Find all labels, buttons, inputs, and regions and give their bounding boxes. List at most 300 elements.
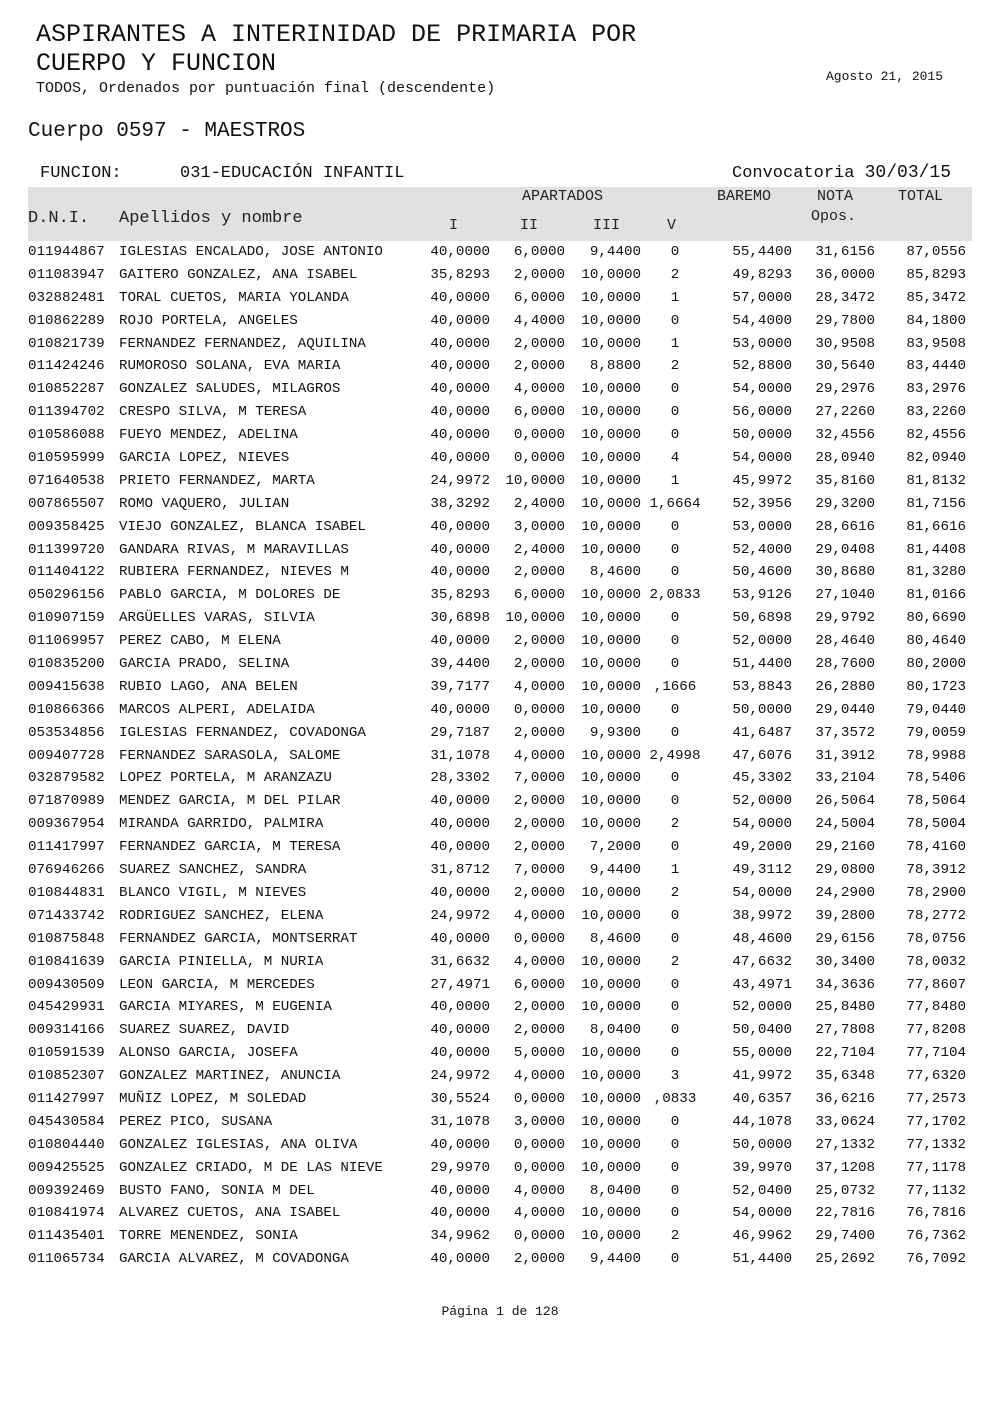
nota-opos-cell: 33,2104 (815, 770, 875, 787)
nota-opos-cell: 37,3572 (815, 724, 875, 741)
dni-cell: 007865507 (28, 495, 105, 512)
baremo-cell: 52,4000 (732, 541, 792, 558)
total-cell: 84,1800 (906, 312, 966, 329)
nota-opos-cell: 29,0408 (815, 541, 875, 558)
total-cell: 77,1332 (906, 1136, 966, 1153)
name-cell: CRESPO SILVA, M TERESA (119, 404, 307, 421)
apartado-ii-cell: 0,0000 (513, 1159, 565, 1176)
apartado-v-cell: 0 (670, 907, 680, 924)
baremo-cell: 44,1078 (732, 1113, 792, 1130)
apartado-ii-cell: 7,0000 (513, 770, 565, 787)
baremo-cell: 45,9972 (732, 472, 792, 489)
dni-cell: 009314166 (28, 1022, 105, 1039)
apartado-iii-cell: 9,4400 (589, 244, 641, 260)
apartado-i-cell: 40,0000 (430, 1022, 490, 1039)
apartado-i-cell: 24,9972 (430, 472, 490, 489)
apartado-ii-cell: 2,0000 (513, 884, 565, 901)
name-cell: MENDEZ GARCIA, M DEL PILAR (119, 793, 341, 810)
dni-cell: 009425525 (28, 1159, 105, 1176)
total-cell: 83,2260 (906, 404, 966, 421)
baremo-cell: 52,0000 (732, 633, 792, 650)
apartado-ii-cell: 2,0000 (513, 656, 565, 673)
name-cell: RODRIGUEZ SANCHEZ, ELENA (119, 907, 324, 924)
apartado-v-cell: 1 (670, 472, 680, 489)
apartado-v-cell: 0 (670, 770, 680, 787)
total-cell: 78,5004 (906, 816, 966, 833)
apartado-ii-cell: 6,0000 (513, 587, 565, 604)
name-cell: ARGÜELLES VARAS, SILVIA (119, 610, 315, 627)
dni-cell: 010875848 (28, 930, 105, 947)
apartado-ii-cell: 4,0000 (513, 1068, 565, 1085)
apartado-i-cell: 39,7177 (430, 678, 490, 695)
apartado-v-cell: 2 (670, 358, 680, 375)
apartado-iii-cell: 10,0000 (581, 472, 641, 489)
table-row (0, 745, 1000, 768)
dni-cell: 010595999 (28, 450, 105, 467)
table-row (0, 974, 1000, 997)
nota-opos-cell: 35,6348 (815, 1068, 875, 1085)
apartado-ii-cell: 4,0000 (513, 678, 565, 695)
apartado-i-cell: 40,0000 (430, 930, 490, 947)
total-cell: 77,6320 (906, 1068, 966, 1085)
apartado-iii-cell: 10,0000 (581, 266, 641, 283)
apartado-v-cell: 1 (670, 289, 680, 306)
baremo-cell: 54,0000 (732, 816, 792, 833)
apartado-iii-cell: 10,0000 (581, 656, 641, 673)
nota-opos-cell: 30,8680 (815, 564, 875, 581)
apartado-ii-cell: 7,0000 (513, 862, 565, 879)
apartado-ii-cell: 4,0000 (513, 381, 565, 398)
baremo-cell: 50,0000 (732, 1136, 792, 1153)
total-cell: 79,0440 (906, 701, 966, 718)
table-row (0, 539, 1000, 562)
apartado-iii-cell: 10,0000 (581, 816, 641, 833)
apartado-v-cell: 0 (670, 1251, 680, 1268)
dni-cell: 071433742 (28, 907, 105, 924)
table-row (0, 1248, 1000, 1271)
apartado-ii-cell: 6,0000 (513, 976, 565, 993)
total-cell: 78,0032 (906, 953, 966, 970)
apartado-iii-cell: 10,0000 (581, 1090, 641, 1107)
name-cell: GARCIA ALVAREZ, M COVADONGA (119, 1251, 349, 1268)
name-cell: LOPEZ PORTELA, M ARANZAZU (119, 770, 332, 787)
baremo-cell: 54,0000 (732, 884, 792, 901)
apartado-i-cell: 40,0000 (430, 427, 490, 444)
table-row (0, 378, 1000, 401)
apartado-iii-cell: 10,0000 (581, 541, 641, 558)
apartado-ii-cell: 5,0000 (513, 1045, 565, 1062)
apartado-i-cell: 31,6632 (430, 953, 490, 970)
dni-cell: 011944867 (28, 244, 105, 260)
name-cell: GARCIA MIYARES, M EUGENIA (119, 999, 332, 1016)
apartado-v-cell: 0 (670, 724, 680, 741)
nota-opos-cell: 29,0440 (815, 701, 875, 718)
apartado-v-cell: 4 (670, 450, 680, 467)
table-row (0, 790, 1000, 813)
nota-opos-cell: 24,2900 (815, 884, 875, 901)
apartado-i-cell: 24,9972 (430, 1068, 490, 1085)
page-number: Página 1 de 128 (441, 1304, 559, 1319)
dni-cell: 053534856 (28, 724, 105, 741)
apartado-iii-cell: 10,0000 (581, 289, 641, 306)
dni-cell: 011427997 (28, 1090, 105, 1107)
apartado-iii-cell: 10,0000 (581, 678, 641, 695)
dni-cell: 071870989 (28, 793, 105, 810)
nota-opos-cell: 30,9508 (815, 335, 875, 352)
dni-cell: 011435401 (28, 1228, 105, 1245)
apartado-v-cell: 0 (670, 633, 680, 650)
nota-opos-cell: 30,3400 (815, 953, 875, 970)
baremo-cell: 50,4600 (732, 564, 792, 581)
apartado-v-cell: 0 (670, 541, 680, 558)
dni-cell: 010804440 (28, 1136, 105, 1153)
dni-cell: 009407728 (28, 747, 105, 764)
apartado-iii-cell: 10,0000 (581, 610, 641, 627)
apartado-v-cell: 0 (670, 930, 680, 947)
name-cell: RUMOROSO SOLANA, EVA MARIA (119, 358, 341, 375)
apartado-i-cell: 40,0000 (430, 1205, 490, 1222)
apartado-v-cell: 0 (670, 1205, 680, 1222)
baremo-cell: 49,3112 (732, 862, 792, 879)
apartado-iii-cell: 10,0000 (581, 770, 641, 787)
nota-opos-cell: 27,1040 (815, 587, 875, 604)
cuerpo-heading: Cuerpo 0597 - MAESTROS (28, 120, 306, 143)
baremo-cell: 46,9962 (732, 1228, 792, 1245)
total-cell: 78,2900 (906, 884, 966, 901)
baremo-cell: 52,0000 (732, 793, 792, 810)
apartado-iii-cell: 10,0000 (581, 450, 641, 467)
apartado-i-cell: 40,0000 (430, 541, 490, 558)
nota-opos-cell: 27,7808 (815, 1022, 875, 1039)
apartado-v-cell: 0 (670, 793, 680, 810)
table-row (0, 1202, 1000, 1225)
apartado-i-cell: 40,0000 (430, 884, 490, 901)
apartado-ii-cell: 2,0000 (513, 839, 565, 856)
apartado-v-cell: 0 (670, 244, 680, 260)
dni-cell: 010591539 (28, 1045, 105, 1062)
name-cell: MIRANDA GARRIDO, PALMIRA (119, 816, 324, 833)
apartado-iii-cell: 9,4400 (589, 1251, 641, 1268)
apartado-i-cell: 40,0000 (430, 816, 490, 833)
total-cell: 78,5064 (906, 793, 966, 810)
table-body (0, 241, 1000, 1271)
nota-opos-cell: 39,2800 (815, 907, 875, 924)
dni-cell: 010586088 (28, 427, 105, 444)
apartado-ii-cell: 2,0000 (513, 999, 565, 1016)
apartado-ii-cell: 2,0000 (513, 1022, 565, 1039)
table-row (0, 1225, 1000, 1248)
name-cell: FERNANDEZ SARASOLA, SALOME (119, 747, 341, 764)
apartado-v-cell: 0 (670, 1182, 680, 1199)
total-cell: 77,8607 (906, 976, 966, 993)
apartado-i-cell: 40,0000 (430, 564, 490, 581)
name-cell: PEREZ CABO, M ELENA (119, 633, 281, 650)
baremo-cell: 49,2000 (732, 839, 792, 856)
apartado-iii-cell: 10,0000 (581, 884, 641, 901)
name-cell: MUÑIZ LOPEZ, M SOLEDAD (119, 1090, 307, 1107)
nota-opos-cell: 26,5064 (815, 793, 875, 810)
apartado-i-cell: 40,0000 (430, 381, 490, 398)
baremo-cell: 54,0000 (732, 381, 792, 398)
total-cell: 81,4408 (906, 541, 966, 558)
baremo-cell: 51,4400 (732, 1251, 792, 1268)
apartado-ii-cell: 4,0000 (513, 953, 565, 970)
apartado-ii-cell: 0,0000 (513, 1136, 565, 1153)
name-cell: GARCIA PINIELLA, M NURIA (119, 953, 324, 970)
apartado-iii-cell: 9,9300 (589, 724, 641, 741)
nota-opos-cell: 28,6616 (815, 518, 875, 535)
apartado-iii-cell: 10,0000 (581, 312, 641, 329)
dni-cell: 010841639 (28, 953, 105, 970)
name-cell: GAITERO GONZALEZ, ANA ISABEL (119, 266, 358, 283)
nota-opos-cell: 25,0732 (815, 1182, 875, 1199)
report-subtitle: TODOS, Ordenados por puntuación final (descendente) (36, 80, 496, 97)
apartado-v-cell: 0 (670, 1045, 680, 1062)
apartado-i-cell: 40,0000 (430, 518, 490, 535)
table-row (0, 424, 1000, 447)
apartado-v-cell: ,1666 (653, 678, 697, 695)
nota-opos-cell: 28,7600 (815, 656, 875, 673)
baremo-cell: 52,3956 (732, 495, 792, 512)
apartado-iii-cell: 10,0000 (581, 1136, 641, 1153)
nota-opos-cell: 32,4556 (815, 427, 875, 444)
total-cell: 87,0556 (906, 244, 966, 260)
dni-cell: 011399720 (28, 541, 105, 558)
total-cell: 80,4640 (906, 633, 966, 650)
baremo-cell: 54,4000 (732, 312, 792, 329)
apartado-i-cell: 27,4971 (430, 976, 490, 993)
table-row (0, 699, 1000, 722)
name-cell: RUBIERA FERNANDEZ, NIEVES M (119, 564, 349, 581)
baremo-cell: 54,0000 (732, 1205, 792, 1222)
apartado-iii-cell: 10,0000 (581, 633, 641, 650)
nota-opos-cell: 33,0624 (815, 1113, 875, 1130)
header-nota: NOTA (817, 188, 854, 205)
apartado-v-cell: 2 (670, 884, 680, 901)
nota-opos-cell: 29,9792 (815, 610, 875, 627)
total-cell: 77,7104 (906, 1045, 966, 1062)
dni-cell: 011394702 (28, 404, 105, 421)
total-cell: 79,0059 (906, 724, 966, 741)
apartado-v-cell: 0 (670, 564, 680, 581)
nota-opos-cell: 31,6156 (815, 244, 875, 260)
apartado-ii-cell: 4,0000 (513, 1205, 565, 1222)
nota-opos-cell: 36,6216 (815, 1090, 875, 1107)
table-row (0, 1134, 1000, 1157)
nota-opos-cell: 28,3472 (815, 289, 875, 306)
apartado-i-cell: 35,8293 (430, 266, 490, 283)
convocatoria (732, 163, 951, 183)
apartado-i-cell: 38,3292 (430, 495, 490, 512)
apartado-iii-cell: 7,2000 (589, 839, 641, 856)
funcion-value: 031-EDUCACIÓN INFANTIL (180, 164, 405, 183)
table-row (0, 493, 1000, 516)
name-cell: PRIETO FERNANDEZ, MARTA (119, 472, 315, 489)
name-cell: VIEJO GONZALEZ, BLANCA ISABEL (119, 518, 366, 535)
apartado-i-cell: 40,0000 (430, 312, 490, 329)
dni-cell: 010835200 (28, 656, 105, 673)
total-cell: 76,7816 (906, 1205, 966, 1222)
apartado-iii-cell: 10,0000 (581, 427, 641, 444)
nota-opos-cell: 22,7816 (815, 1205, 875, 1222)
apartado-i-cell: 40,0000 (430, 1182, 490, 1199)
apartado-v-cell: 0 (670, 656, 680, 673)
apartado-i-cell: 40,0000 (430, 335, 490, 352)
table-row (0, 241, 1000, 264)
apartado-iii-cell: 10,0000 (581, 518, 641, 535)
nota-opos-cell: 29,6156 (815, 930, 875, 947)
total-cell: 77,1178 (906, 1159, 966, 1176)
total-cell: 76,7362 (906, 1228, 966, 1245)
dni-cell: 010852307 (28, 1068, 105, 1085)
name-cell: PEREZ PICO, SUSANA (119, 1113, 273, 1130)
apartado-v-cell: 1,6664 (649, 495, 701, 512)
apartado-i-cell: 28,3302 (430, 770, 490, 787)
table-row (0, 630, 1000, 653)
total-cell: 78,5406 (906, 770, 966, 787)
dni-cell: 011417997 (28, 839, 105, 856)
dni-cell: 011404122 (28, 564, 105, 581)
table-row (0, 333, 1000, 356)
table-row (0, 470, 1000, 493)
apartado-iii-cell: 10,0000 (581, 1205, 641, 1222)
apartado-i-cell: 40,0000 (430, 793, 490, 810)
apartado-ii-cell: 0,0000 (513, 701, 565, 718)
total-cell: 78,0756 (906, 930, 966, 947)
total-cell: 83,9508 (906, 335, 966, 352)
total-cell: 77,8208 (906, 1022, 966, 1039)
table-row (0, 1180, 1000, 1203)
apartado-v-cell: 2 (670, 953, 680, 970)
apartado-i-cell: 40,0000 (430, 701, 490, 718)
apartado-i-cell: 40,0000 (430, 404, 490, 421)
dni-cell: 011424246 (28, 358, 105, 375)
apartado-ii-cell: 2,0000 (513, 793, 565, 810)
baremo-cell: 39,9970 (732, 1159, 792, 1176)
apartado-v-cell: 0 (670, 976, 680, 993)
baremo-cell: 47,6632 (732, 953, 792, 970)
apartado-i-cell: 29,7187 (430, 724, 490, 741)
baremo-cell: 53,0000 (732, 335, 792, 352)
apartado-iii-cell: 10,0000 (581, 404, 641, 421)
baremo-cell: 47,6076 (732, 747, 792, 764)
nota-opos-cell: 36,0000 (815, 266, 875, 283)
nota-opos-cell: 29,3200 (815, 495, 875, 512)
table-row (0, 561, 1000, 584)
name-cell: LEON GARCIA, M MERCEDES (119, 976, 315, 993)
apartado-i-cell: 40,0000 (430, 450, 490, 467)
baremo-cell: 40,6357 (732, 1090, 792, 1107)
name-cell: MARCOS ALPERI, ADELAIDA (119, 701, 315, 718)
total-cell: 77,1702 (906, 1113, 966, 1130)
name-cell: GONZALEZ MARTINEZ, ANUNCIA (119, 1068, 341, 1085)
baremo-cell: 54,0000 (732, 450, 792, 467)
dni-cell: 009367954 (28, 816, 105, 833)
total-cell: 77,8480 (906, 999, 966, 1016)
apartado-i-cell: 30,6898 (430, 610, 490, 627)
table-row (0, 1157, 1000, 1180)
header-total: TOTAL (898, 188, 944, 205)
table-row (0, 1088, 1000, 1111)
dni-cell: 011065734 (28, 1251, 105, 1268)
apartado-i-cell: 24,9972 (430, 907, 490, 924)
apartado-iii-cell: 10,0000 (581, 953, 641, 970)
baremo-cell: 43,4971 (732, 976, 792, 993)
name-cell: ROMO VAQUERO, JULIAN (119, 495, 290, 512)
total-cell: 81,8132 (906, 472, 966, 489)
apartado-i-cell: 34,9962 (430, 1228, 490, 1245)
apartado-i-cell: 40,0000 (430, 633, 490, 650)
dni-cell: 050296156 (28, 587, 105, 604)
convocatoria-date: 30/03/15 (864, 163, 952, 183)
total-cell: 77,1132 (906, 1182, 966, 1199)
baremo-cell: 55,0000 (732, 1045, 792, 1062)
apartado-ii-cell: 0,0000 (513, 930, 565, 947)
nota-opos-cell: 34,3636 (815, 976, 875, 993)
apartado-i-cell: 29,9970 (430, 1159, 490, 1176)
apartado-v-cell: ,0833 (653, 1090, 697, 1107)
apartado-v-cell: 0 (670, 610, 680, 627)
apartado-ii-cell: 2,0000 (513, 633, 565, 650)
apartado-v-cell: 0 (670, 1022, 680, 1039)
apartado-iii-cell: 8,8800 (589, 358, 641, 375)
apartado-iii-cell: 10,0000 (581, 1068, 641, 1085)
dni-cell: 009415638 (28, 678, 105, 695)
apartado-iii-cell: 10,0000 (581, 1228, 641, 1245)
baremo-cell: 41,9972 (732, 1068, 792, 1085)
table-row (0, 951, 1000, 974)
table-row (0, 401, 1000, 424)
baremo-cell: 48,4600 (732, 930, 792, 947)
nota-opos-cell: 26,2880 (815, 678, 875, 695)
nota-opos-cell: 25,8480 (815, 999, 875, 1016)
baremo-cell: 53,9126 (732, 587, 792, 604)
name-cell: RUBIO LAGO, ANA BELEN (119, 678, 298, 695)
name-cell: GARCIA LOPEZ, NIEVES (119, 450, 290, 467)
dni-cell: 076946266 (28, 862, 105, 879)
baremo-cell: 45,3302 (732, 770, 792, 787)
baremo-cell: 52,0000 (732, 999, 792, 1016)
total-cell: 78,4160 (906, 839, 966, 856)
apartado-ii-cell: 2,4000 (513, 541, 565, 558)
total-cell: 80,2000 (906, 656, 966, 673)
apartado-ii-cell: 6,0000 (513, 289, 565, 306)
name-cell: GONZALEZ IGLESIAS, ANA OLIVA (119, 1136, 358, 1153)
apartado-i-cell: 40,0000 (430, 358, 490, 375)
header-name: Apellidos y nombre (119, 209, 303, 228)
apartado-i-cell: 40,0000 (430, 1045, 490, 1062)
apartado-v-cell: 3 (670, 1068, 680, 1085)
baremo-cell: 38,9972 (732, 907, 792, 924)
name-cell: GARCIA PRADO, SELINA (119, 656, 290, 673)
apartado-ii-cell: 10,0000 (505, 472, 565, 489)
header-ii: II (520, 217, 539, 234)
apartado-iii-cell: 8,0400 (589, 1022, 641, 1039)
dni-cell: 010821739 (28, 335, 105, 352)
apartado-v-cell: 2,4998 (649, 747, 701, 764)
apartado-ii-cell: 2,0000 (513, 335, 565, 352)
baremo-cell: 55,4400 (732, 244, 792, 260)
dni-cell: 010844831 (28, 884, 105, 901)
apartado-iii-cell: 10,0000 (581, 1159, 641, 1176)
apartado-iii-cell: 8,0400 (589, 1182, 641, 1199)
apartado-ii-cell: 3,0000 (513, 1113, 565, 1130)
nota-opos-cell: 35,8160 (815, 472, 875, 489)
dni-cell: 010841974 (28, 1205, 105, 1222)
table-row (0, 516, 1000, 539)
table-row (0, 676, 1000, 699)
apartado-v-cell: 0 (670, 381, 680, 398)
